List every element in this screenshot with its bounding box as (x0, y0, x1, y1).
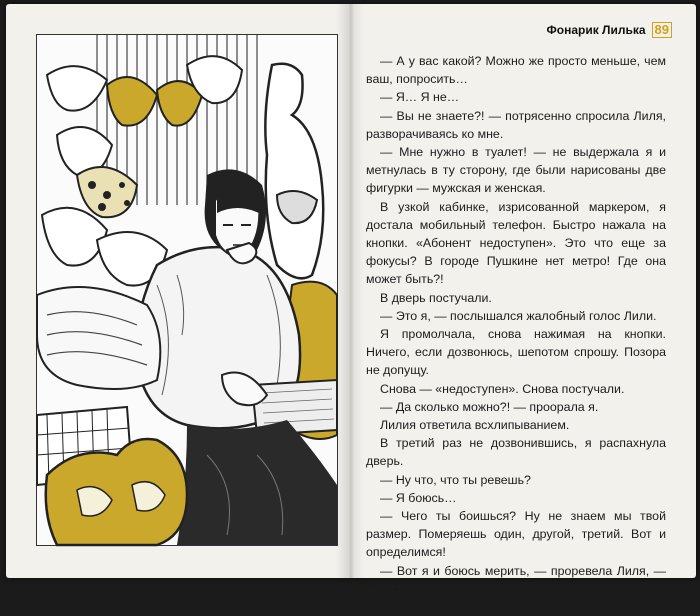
paragraph: Снова — «недоступен». Снова постучали. (380, 381, 625, 396)
illustration-girl-in-lingerie-shop (36, 34, 338, 546)
paragraph: Я промолчала, снова нажимая на кнопки. Ничего, если дозвонюсь, шепотом спрошу. Позора не допущу. (366, 327, 666, 378)
body-text (366, 52, 666, 616)
paragraph: — Это я, — послышался жалобный голос Лили. (380, 308, 657, 323)
paragraph: — Ну что, что ты ревешь? (380, 472, 531, 487)
right-page (364, 4, 696, 615)
paragraph: — Я боюсь… (380, 490, 457, 505)
book-spread (6, 4, 696, 615)
book-title: Фонарик Лилька (546, 23, 646, 37)
paragraph: — Да сколько можно?! — проорала я. (380, 399, 599, 414)
running-head (364, 22, 672, 38)
paragraph: — Чего ты боишься? Ну не знаем мы твой размер. Померяешь один, другой, третий. Вот и определимся! (366, 509, 666, 560)
paragraph: — Я… Я не… (380, 90, 460, 105)
paragraph: В третий раз не дозвонившись, я распахнула дверь. (366, 436, 666, 469)
paragraph: — Мне нужно в туалет! — не выдержала я и метнулась в ту сторону, где были нарисованы две фигурки — мужская и женская. (366, 145, 666, 196)
paragraph: — Вот я и боюсь мерить, — проревела Лиля, — а вдруг мерить надо будет прямо там… за прилавком? (366, 563, 666, 615)
book-gutter (336, 4, 364, 578)
paragraph: — А у вас какой? Можно же просто меньше, чем ваш, попросить… (366, 54, 666, 87)
paragraph: В дверь постучали. (380, 290, 492, 305)
page-number: 89 (652, 22, 672, 38)
paragraph: В узкой кабинке, изрисованной маркером, я достала мобильный телефон. Быстро нажала на кнопки. «Абонент недоступен». Это что еще за фокусы? В городе Пушкине нет метро! Где она может быть?! (366, 199, 666, 287)
paragraph: Лилия ответила всхлипыванием. (380, 418, 570, 433)
illustration-drawing (37, 35, 337, 545)
paragraph: — Вы не знаете?! — потрясенно спросила Лиля, разворачиваясь ко мне. (366, 108, 666, 141)
